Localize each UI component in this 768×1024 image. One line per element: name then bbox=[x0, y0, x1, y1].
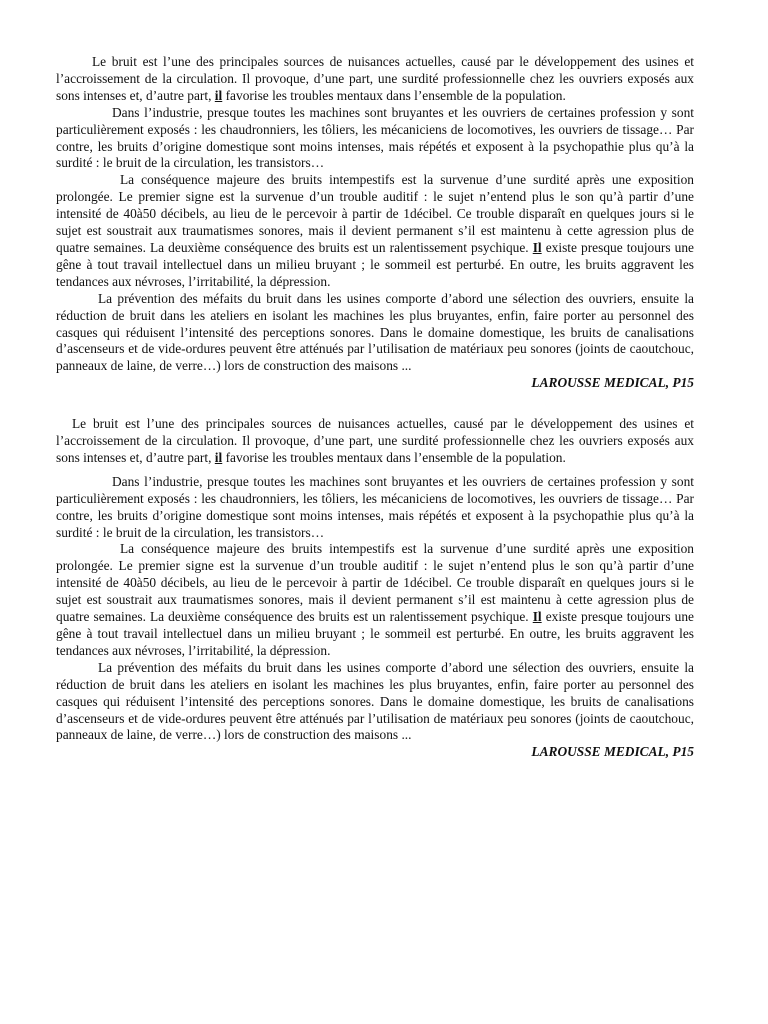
emphasis-il: Il bbox=[532, 239, 542, 255]
paragraph-noise-sources: Le bruit est l’une des principales sources de nuisances actuelles, causé par le développement des usines et l’accroissement de la circulation. Il provoque, d’une part, une surdité professionnelle chez les ouvriers exposés aux sons intenses et, d’autre part, il favorise les troubles mentaux dans l’ensemble de la population. bbox=[56, 54, 694, 103]
paragraph-industry: Dans l’industrie, presque toutes les machines sont bruyantes et les ouvriers de certaines profession y sont particulièrement exposés : les chaudronniers, les tôliers, les mécaniciens de locomotives, les ouvriers de tissage… Par contre, les bruits d’origine domestique sont moins intenses, mais répétés et exposent à la psychopathie plus qu’à la surdité : le bruit de la circulation, les transistors… bbox=[56, 104, 694, 171]
text-block-2 bbox=[56, 416, 694, 761]
paragraph-noise-sources: Le bruit est l’une des principales sources de nuisances actuelles, causé par le développement des usines et l’accroissement de la circulation. Il provoque, d’une part, une surdité professionnelle chez les ouvriers exposés aux sons intenses et, d’autre part, il favorise les troubles mentaux dans l’ensemble de la population. bbox=[56, 416, 694, 465]
paragraph-consequences: La conséquence majeure des bruits intempestifs est la survenue d’une surdité après une exposition prolongée. Le premier signe est la survenue d’un trouble auditif : le sujet n’entend plus le son qu’à partir d’une intensité de 40à50 décibels, au lieu de le percevoir à partir de 1décibel. Ce trouble disparaît en quelques jours si le sujet est soustrait aux traumatismes sonores, mais il devient permanent s’il est maintenu à cette agression plus de quatre semaines. La deuxième conséquence des bruits est un ralentissement psychique. Il existe presque toujours une gêne à tout travail intellectuel dans un milieu bruyant ; le sommeil est perturbé. En outre, les bruits aggravent les tendances aux névroses, l’irritabilité, la dépression. bbox=[56, 541, 694, 658]
paragraph-prevention: La prévention des méfaits du bruit dans les usines comporte d’abord une sélection des ouvriers, ensuite la réduction de bruit dans les ateliers en isolant les machines les plus bruyantes, enfin, faire porter au personnel des casques qui réduisent l’intensité des perceptions sonores. Dans le domaine domestique, les bruits de canalisations d’ascenseurs et de vide-ordures peuvent être atténués par l’utilisation de matériaux peu sonores (joints de caoutchouc, panneaux de laine, de verre…) lors de construction des maisons ... bbox=[56, 659, 694, 743]
paragraph-prevention: La prévention des méfaits du bruit dans les usines comporte d’abord une sélection des ouvriers, ensuite la réduction de bruit dans les ateliers en isolant les machines les plus bruyantes, enfin, faire porter au personnel des casques qui réduisent l’intensité des perceptions sonores. Dans le domaine domestique, les bruits de canalisations d’ascenseurs et de vide-ordures peuvent être atténués par l’utilisation de matériaux peu sonores (joints de caoutchouc, panneaux de laine, de verre…) lors de construction des maisons ... bbox=[56, 290, 694, 374]
source-citation: LAROUSSE MEDICAL, P15 bbox=[531, 375, 694, 391]
paragraph-industry: Dans l’industrie, presque toutes les machines sont bruyantes et les ouvriers de certaines profession y sont particulièrement exposés : les chaudronniers, les tôliers, les mécaniciens de locomotives, les ouvriers de tissage… Par contre, les bruits d’origine domestique sont moins intenses, mais répétés et exposent à la psychopathie plus qu’à la surdité : le bruit de la circulation, les transistors… bbox=[56, 473, 694, 540]
emphasis-il: il bbox=[214, 449, 223, 465]
emphasis-il: il bbox=[214, 87, 223, 103]
text-block-1 bbox=[56, 54, 694, 392]
document-page bbox=[56, 54, 694, 761]
source-citation: LAROUSSE MEDICAL, P15 bbox=[531, 744, 694, 760]
emphasis-il: Il bbox=[532, 609, 542, 625]
paragraph-consequences: La conséquence majeure des bruits intempestifs est la survenue d’une surdité après une exposition prolongée. Le premier signe est la survenue d’un trouble auditif : le sujet n’entend plus le son qu’à partir d’une intensité de 40à50 décibels, au lieu de le percevoir à partir de 1décibel. Ce trouble disparaît en quelques jours si le sujet est soustrait aux traumatismes sonores, mais il devient permanent s’il est maintenu à cette agression plus de quatre semaines. La deuxième conséquence des bruits est un ralentissement psychique. Il existe presque toujours une gêne à tout travail intellectuel dans un milieu bruyant ; le sommeil est perturbé. En outre, les bruits aggravent les tendances aux névroses, l’irritabilité, la dépression. bbox=[56, 172, 694, 289]
